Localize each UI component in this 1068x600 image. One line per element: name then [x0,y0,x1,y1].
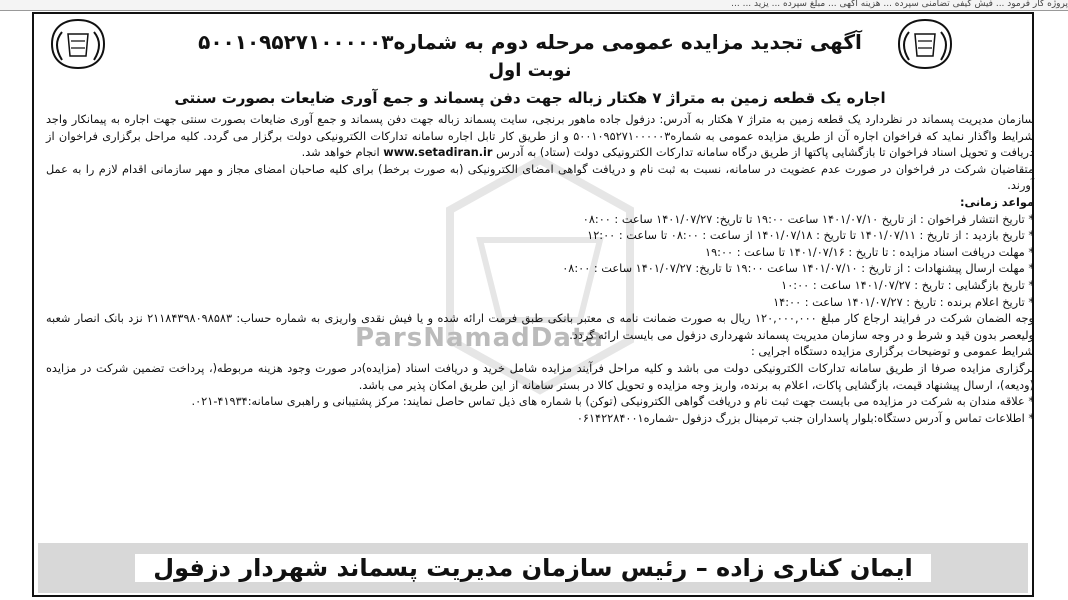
contact-paragraph: * اطلاعات تماس و آدرس دستگاه:بلوار پاسداران جنب ترمینال بزرگ دزفول -شماره۰۶۱۴۲۲۸۴۰۰۱ [46,411,1034,428]
signature-bar [38,543,1028,593]
timeline-item: * تاریخ بازدید : از تاریخ : ۱۴۰۱/۰۷/۱۱ تا تاریخ : ۱۴۰۱/۰۷/۱۸ از ساعت : ۰۸:۰۰ تا ساعت : ۱۲:۰۰ [46,228,1034,245]
top-strip: پروژه کار فرمود ... فیش کیفی تضامنی سپرده ... هزینه آگهی ... مبلغ سپرده ... یزید ... ... [0,0,1068,11]
signature-text: ایمان کناری زاده – رئیس سازمان مدیریت پسماند شهردار دزفول [135,554,930,582]
timeline-item: * تاریخ بازگشایی : تاریخ : ۱۴۰۱/۰۷/۲۷ ساعت : ۱۰:۰۰ [46,278,1034,295]
applicants-paragraph: متقاضیان شرکت در فراخوان در صورت عدم عضویت در سامانه، نسبت به ثبت نام و دریافت گواهی امضای الکترونیکی (به صورت برخط) برای کلیه صاحبان امضای مجاز و مهر سازمانی اقدام لازم را به عمل آورند. [46,162,1034,193]
timeline-heading: مواعد زمانی: [959,195,1034,209]
intro-paragraph: سازمان مدیریت پسماند در نظردارد یک قطعه زمین به متراژ ۷ هکتار به آدرس: دزفول جاده ماهور برنجی، سایت پسماند زباله جهت دفن پسماند و جمع آوری ضایعات بصورت سنتی جهت اجاره به پیمانکار واجد شرایط واگذار نماید که فراخوان اجاره آن از طریق مزایده عمومی به شماره۵۰۰۱۰۹۵۲۷۱۰۰۰۰۰۳ و از طریق کار تابل اجاره سامانه تدارکات الکترونیکی دولت برگزار می گردد. کلیه مراحل برگزاری فراخوان از دریافت و تحویل اسناد فراخوان تا بازگشایی پاکتها از طریق درگاه سامانه تدارکات الکترونیکی دولت (ستاد) به آدرس www.setadiran.ir انجام خواهد شد. [46,113,1034,160]
notice-subject: اجاره یک قطعه زمین به متراژ ۷ هکتار زباله جهت دفن پسماند و جمع آوری ضایعات بصورت سنتی [174,89,886,107]
notice-round: نوبت اول [488,60,572,81]
timeline-item: * مهلت دریافت اسناد مزایده : تا تاریخ : ۱۴۰۱/۰۷/۱۶ تا ساعت : ۱۹:۰۰ [46,245,1034,262]
timeline-item: * تاریخ انتشار فراخوان : از تاریخ ۱۴۰۱/۰۷/۱۰ ساعت ۱۹:۰۰ تا تاریخ: ۱۴۰۱/۰۷/۲۷ ساعت : ۰۸:۰۰ [46,212,1034,229]
conditions-paragraph: برگزاری مزایده صرفا از طریق سامانه تدارکات الکترونیکی دولت می باشد و کلیه مراحل فرآیند مزایده شامل خرید و دریافت اسناد (مزایده)در صورت وجود هزینه مربوطه(، پرداخت تضمین شرکت در مزایده (ودیعه)، ارسال پیشنهاد قیمت، بازگشایی پاکات، اعلام به برنده، واریز وجه مزایده و تحویل کالا در بستر سامانه از این طریق امکان پذیر می باشد. [46,361,1034,392]
guarantee-paragraph: وجه الضمان شرکت در فرایند ارجاع کار مبلغ ۱۲۰,۰۰۰,۰۰۰ ریال به صورت ضمانت نامه ی معتبر بانکی طبق فرمت ارائه شده و یا فیش نقدی واریزی به شماره حساب: ۲۱۱۸۴۳۹۸۰۹۸۵۸۳ نزد بانک انصار شعبه ولیعصر بدون قید و شرط و در وجه سازمان مدیریت پسماند شهرداری دزفول می بایست ارائه گردد. [46,312,1034,342]
timeline-item: * تاریخ اعلام برنده : تاریخ : ۱۴۰۱/۰۷/۲۷ ساعت : ۱۴:۰۰ [46,295,1034,312]
municipality-logo-left [38,16,118,72]
watermark-text: ParsNamadData [355,323,604,353]
emblem-icon [38,16,118,72]
notice-title: آگهی تجدید مزایده عمومی مرحله دوم به شماره۵۰۰۱۰۹۵۲۷۱۰۰۰۰۰۳ [198,30,862,54]
timeline-item: * مهلت ارسال پیشنهادات : از تاریخ : ۱۴۰۱/۰۷/۱۰ ساعت ۱۹:۰۰ تا تاریخ: ۱۴۰۱/۰۷/۲۷ ساعت : ۰۸:۰۰ [46,261,1034,278]
conditions-heading: شرایط عمومی و توضیحات برگزاری مزایده دستگاه اجرایی : [750,345,1034,359]
notice-body [46,112,1034,427]
setadiran-link[interactable]: www.setadiran.ir [383,146,493,160]
support-paragraph: * علاقه مندان به شرکت در مزایده می بایست جهت ثبت نام و دریافت گواهی الکترونیکی (توکن) با شماره های ذیل تماس حاصل نمایند: مرکز پشتیبانی و راهبری سامانه:۴۱۹۳۴-۰۲۱. [46,394,1034,411]
